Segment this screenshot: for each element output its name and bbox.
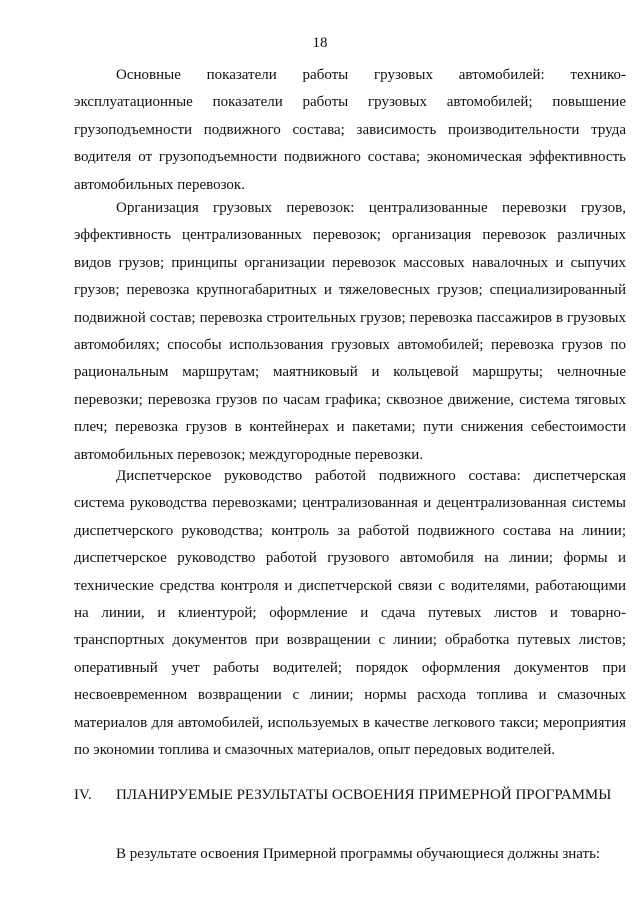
paragraph-text: Диспетчерское руководство работой подвижного состава: диспетчерская система руководства перевозками; централизованная и децентрализованная системы диспетчерского руководства; контроль за работой подвижного состава на линии; диспетчерское руководство работой грузового автомобиля на линии; формы и технические средства контроля и диспетчерской связи с водителями, работающими на линии, и клиентурой; оформление и сдача путевых листов и товарно-транспортных документов при возвращении с линии; обработка путевых листов; оперативный учет работы водителей; порядок оформления документов при несвоевременном возвращении с линии; нормы расхода топлива и смазочных материалов для автомобилей, используемых в качестве легкового такси; мероприятия по экономии топлива и смазочных материалов, опыт передовых водителей. — [74, 468, 626, 759]
page-number: 18 — [312, 35, 328, 51]
paragraph-dispatch-management — [74, 463, 626, 764]
paragraph-performance-indicators — [74, 62, 626, 199]
section-heading — [74, 785, 634, 805]
section-number: IV. — [74, 787, 92, 803]
intro-line: В результате освоения Примерной программы обучающиеся должны знать: — [116, 846, 601, 862]
paragraph-cargo-transport-organization — [74, 195, 626, 469]
paragraph-text: Основные показатели работы грузовых автомобилей: технико-эксплуатационные показатели работы грузовых автомобилей; повышение грузоподъемности подвижного состава; зависимость производительности труда водителя от грузоподъемности подвижного состава; экономическая эффективность автомобильных перевозок. — [74, 67, 626, 193]
paragraph-text: Организация грузовых перевозок: централизованные перевозки грузов, эффективность централизованных перевозок; организация перевозок различных видов грузов; принципы организации перевозок массовых навалочных и сыпучих грузов; перевозка крупногабаритных и тяжеловесных грузов; специализированный подвижной состав; перевозка строительных грузов; перевозка пассажиров в грузовых автомобилях; способы использования грузовых автомобилей; перевозка грузов по рациональным маршрутам; маятниковый и кольцевой маршруты; челночные перевозки; перевозка грузов по часам графика; сквозное движение, система тяговых плеч; перевозка грузов в контейнерах и пакетами; пути снижения себестоимости автомобильных перевозок; междугородные перевозки. — [74, 200, 626, 463]
section-title: ПЛАНИРУЕМЫЕ РЕЗУЛЬТАТЫ ОСВОЕНИЯ ПРИМЕРНОЙ ПРОГРАММЫ — [116, 787, 612, 803]
